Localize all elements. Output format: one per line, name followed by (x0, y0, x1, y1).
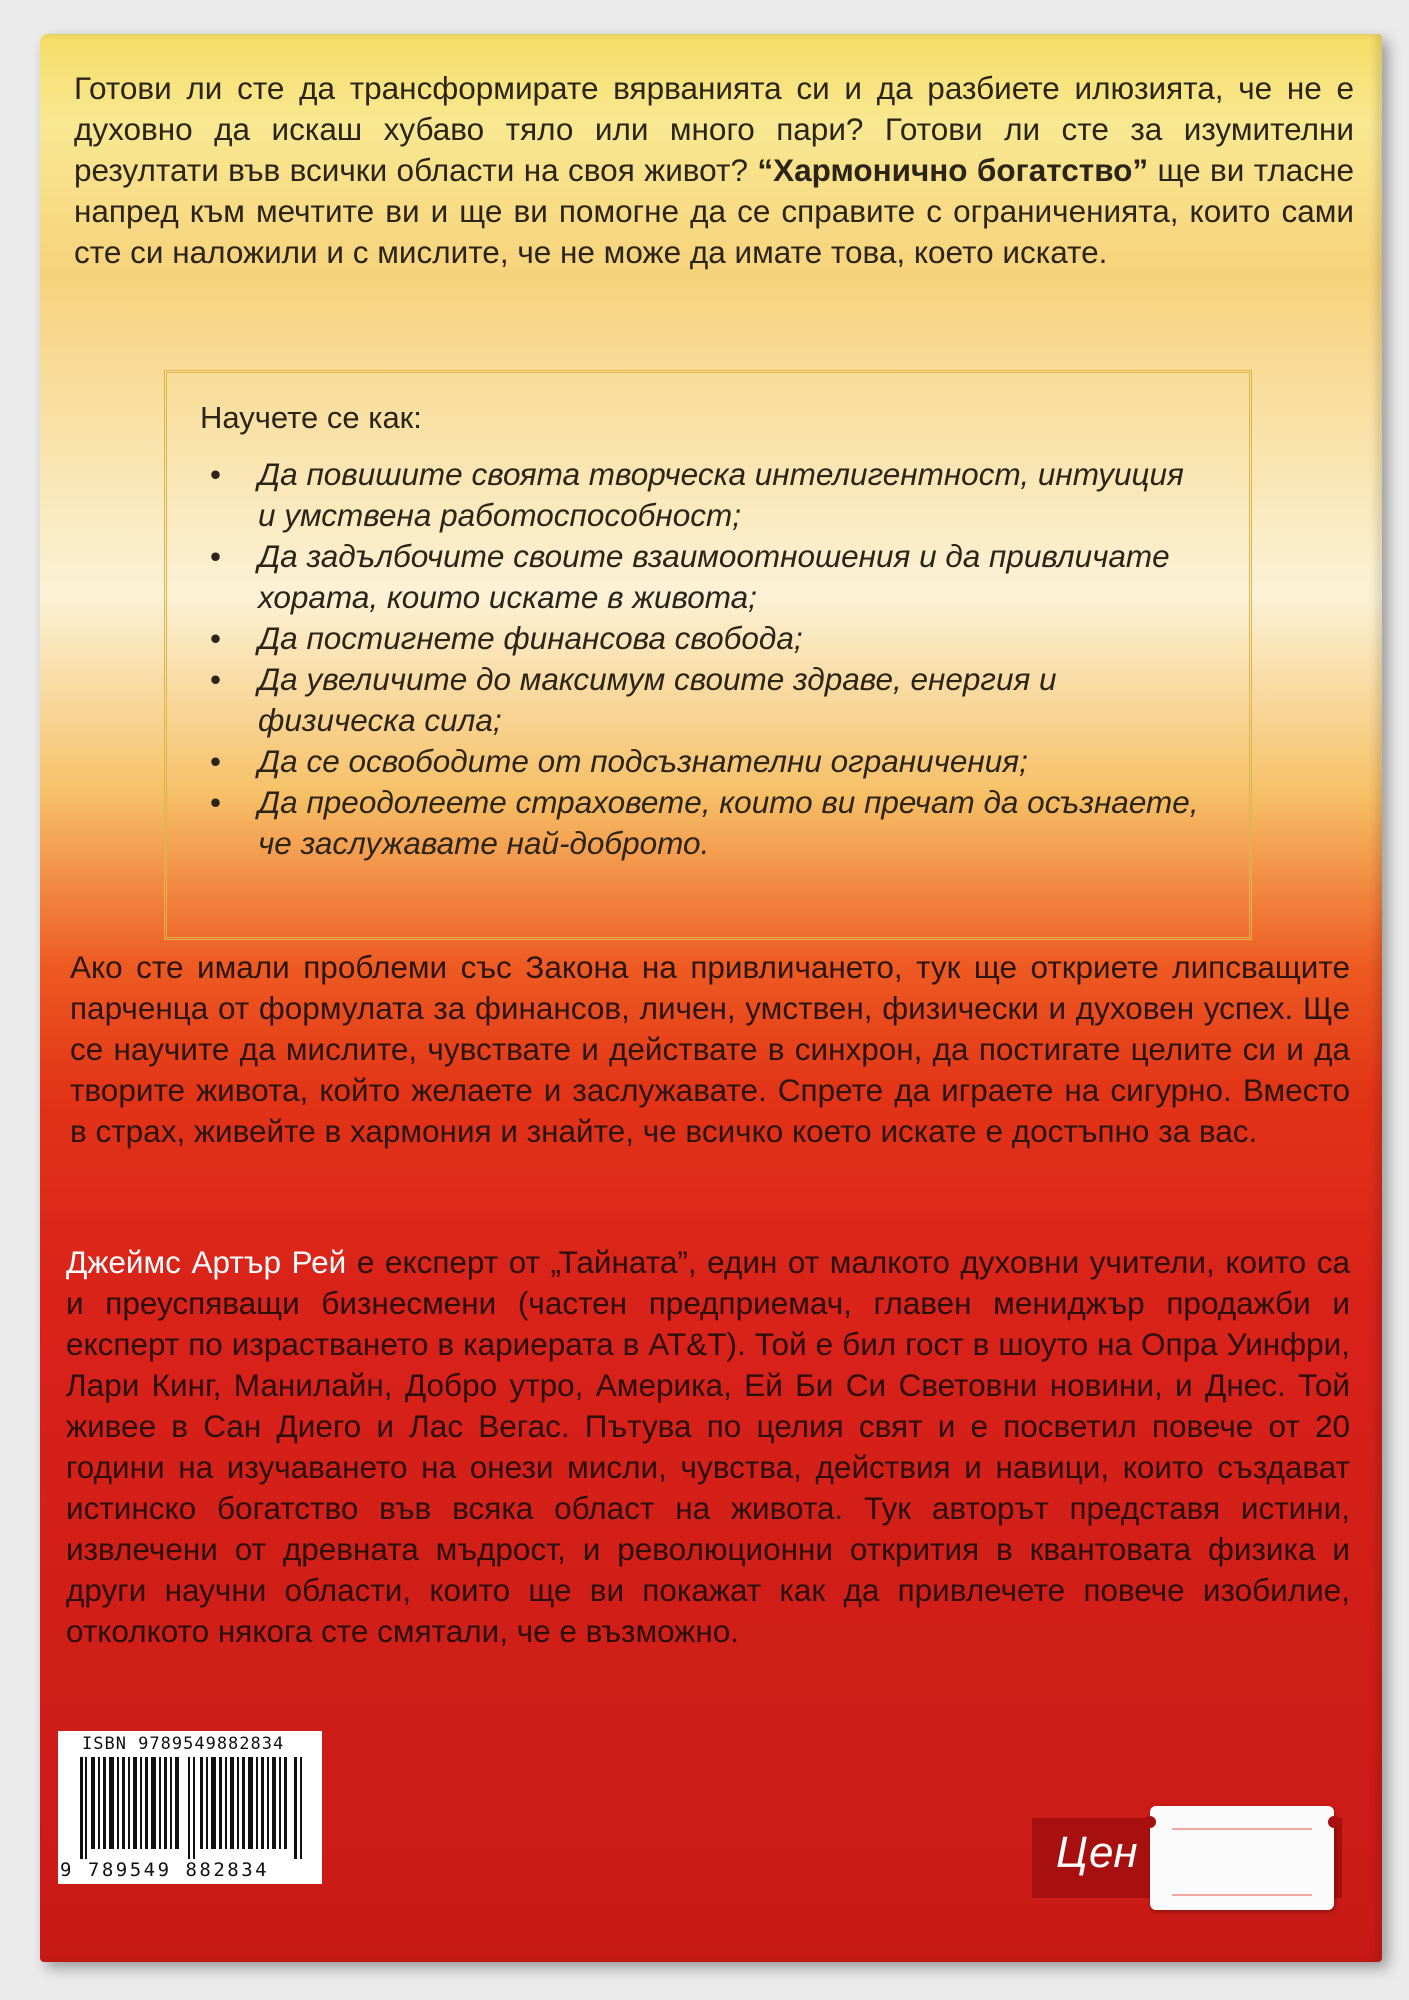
learn-box-list (210, 454, 1210, 864)
learn-item-relationships: • Да задълбочите своите взаимоотношения и да привличате хората, които искате в живота; (210, 536, 1210, 618)
learn-item-creativity: • Да повишите своята творческа интелигентност, интуиция и умствена работоспособност; (210, 454, 1210, 536)
book-title-emphasis: “Хармонично богатство” (757, 152, 1149, 188)
price-sticker (1150, 1806, 1334, 1910)
author-bio-text: е експерт от „Тайната”, един от малкото духовни учители, които са и преуспяващи бизнесмени (частен предприемач, главен мениджър продажби и експерт по израстването в кариерата в AT&T). Той е бил гост в шоуто на Опра Уинфри, Лари Кинг, Манилайн, Добро утро, Америка, Ей Би Си Световни новини, и Днес. Той живее в Сан Диего и Лас Вегас. Пътува по целия свят и е посветил повече от 20 години на изучаването на онези мисли, чувства, действия и навици, които създават истинско богатство във всяка област на живота. Тук авторът представя истини, извлечени от древната мъдрост, и революционни открития в квантовата физика и други научни области, които ще ви покажат как да привлечете повече изобилие, отколкото някога сте смятали, че е възможно. (66, 1244, 1351, 1649)
sticker-line-top (1172, 1828, 1312, 1830)
author-name: Джеймс Артър Рей (66, 1244, 347, 1280)
barcode-bars-icon (80, 1757, 310, 1859)
learn-item-health: • Да увеличите до максимум своите здраве, енергия и физическа сила; (210, 659, 1210, 741)
price-label: Цен (1056, 1828, 1138, 1877)
intro-paragraph (74, 68, 1354, 273)
book-back-cover (40, 34, 1382, 1962)
law-of-attraction-paragraph: Ако сте имали проблеми със Закона на привличането, тук ще откриете липсващите парченца от формулата за финансов, личен, умствен, физически и духовен успех. Ще се научите да мислите, чувствате и действате в синхрон, да постигате целите си и да творите живота, който желаете и заслужавате. Спрете да играете на сигурно. Вместо в страх, живейте в хармония и знайте, че всичко което искате е достъпно за вас. (70, 949, 1350, 1149)
sticker-notch-left (1144, 1816, 1156, 1828)
sticker-notch-right (1328, 1816, 1340, 1828)
intro-text-start: Готови ли сте да трансформирате вярванията си и да разбиете илюзията, че не е духовно да искаш хубаво тяло или много пари? Готови ли сте за изумителни резултати във всички области на своя живот? (74, 70, 1354, 188)
learn-item-financial-freedom: • Да постигнете финансова свобода; (210, 618, 1210, 659)
learn-box-title: Научете се как: (200, 400, 422, 435)
author-bio-paragraph (66, 1242, 1350, 1652)
learn-item-fears: • Да преодолеете страховете, които ви пречат да осъзнаете, че заслужавате най-доброто. (210, 782, 1210, 864)
intro-text-end: ще ви тласне напред към мечтите ви и ще ви помогне да се справите с ограниченията, които сами сте си наложили и с мислите, че не може да имате това, което искате. (74, 152, 1354, 270)
isbn-barcode (58, 1731, 322, 1884)
isbn-label: ISBN 9789549882834 (82, 1734, 285, 1754)
learn-item-subconscious: • Да се освободите от подсъзнателни ограничения; (210, 741, 1210, 782)
barcode-digits: 9 789549 882834 (60, 1859, 270, 1881)
sticker-line-bottom (1172, 1894, 1312, 1896)
